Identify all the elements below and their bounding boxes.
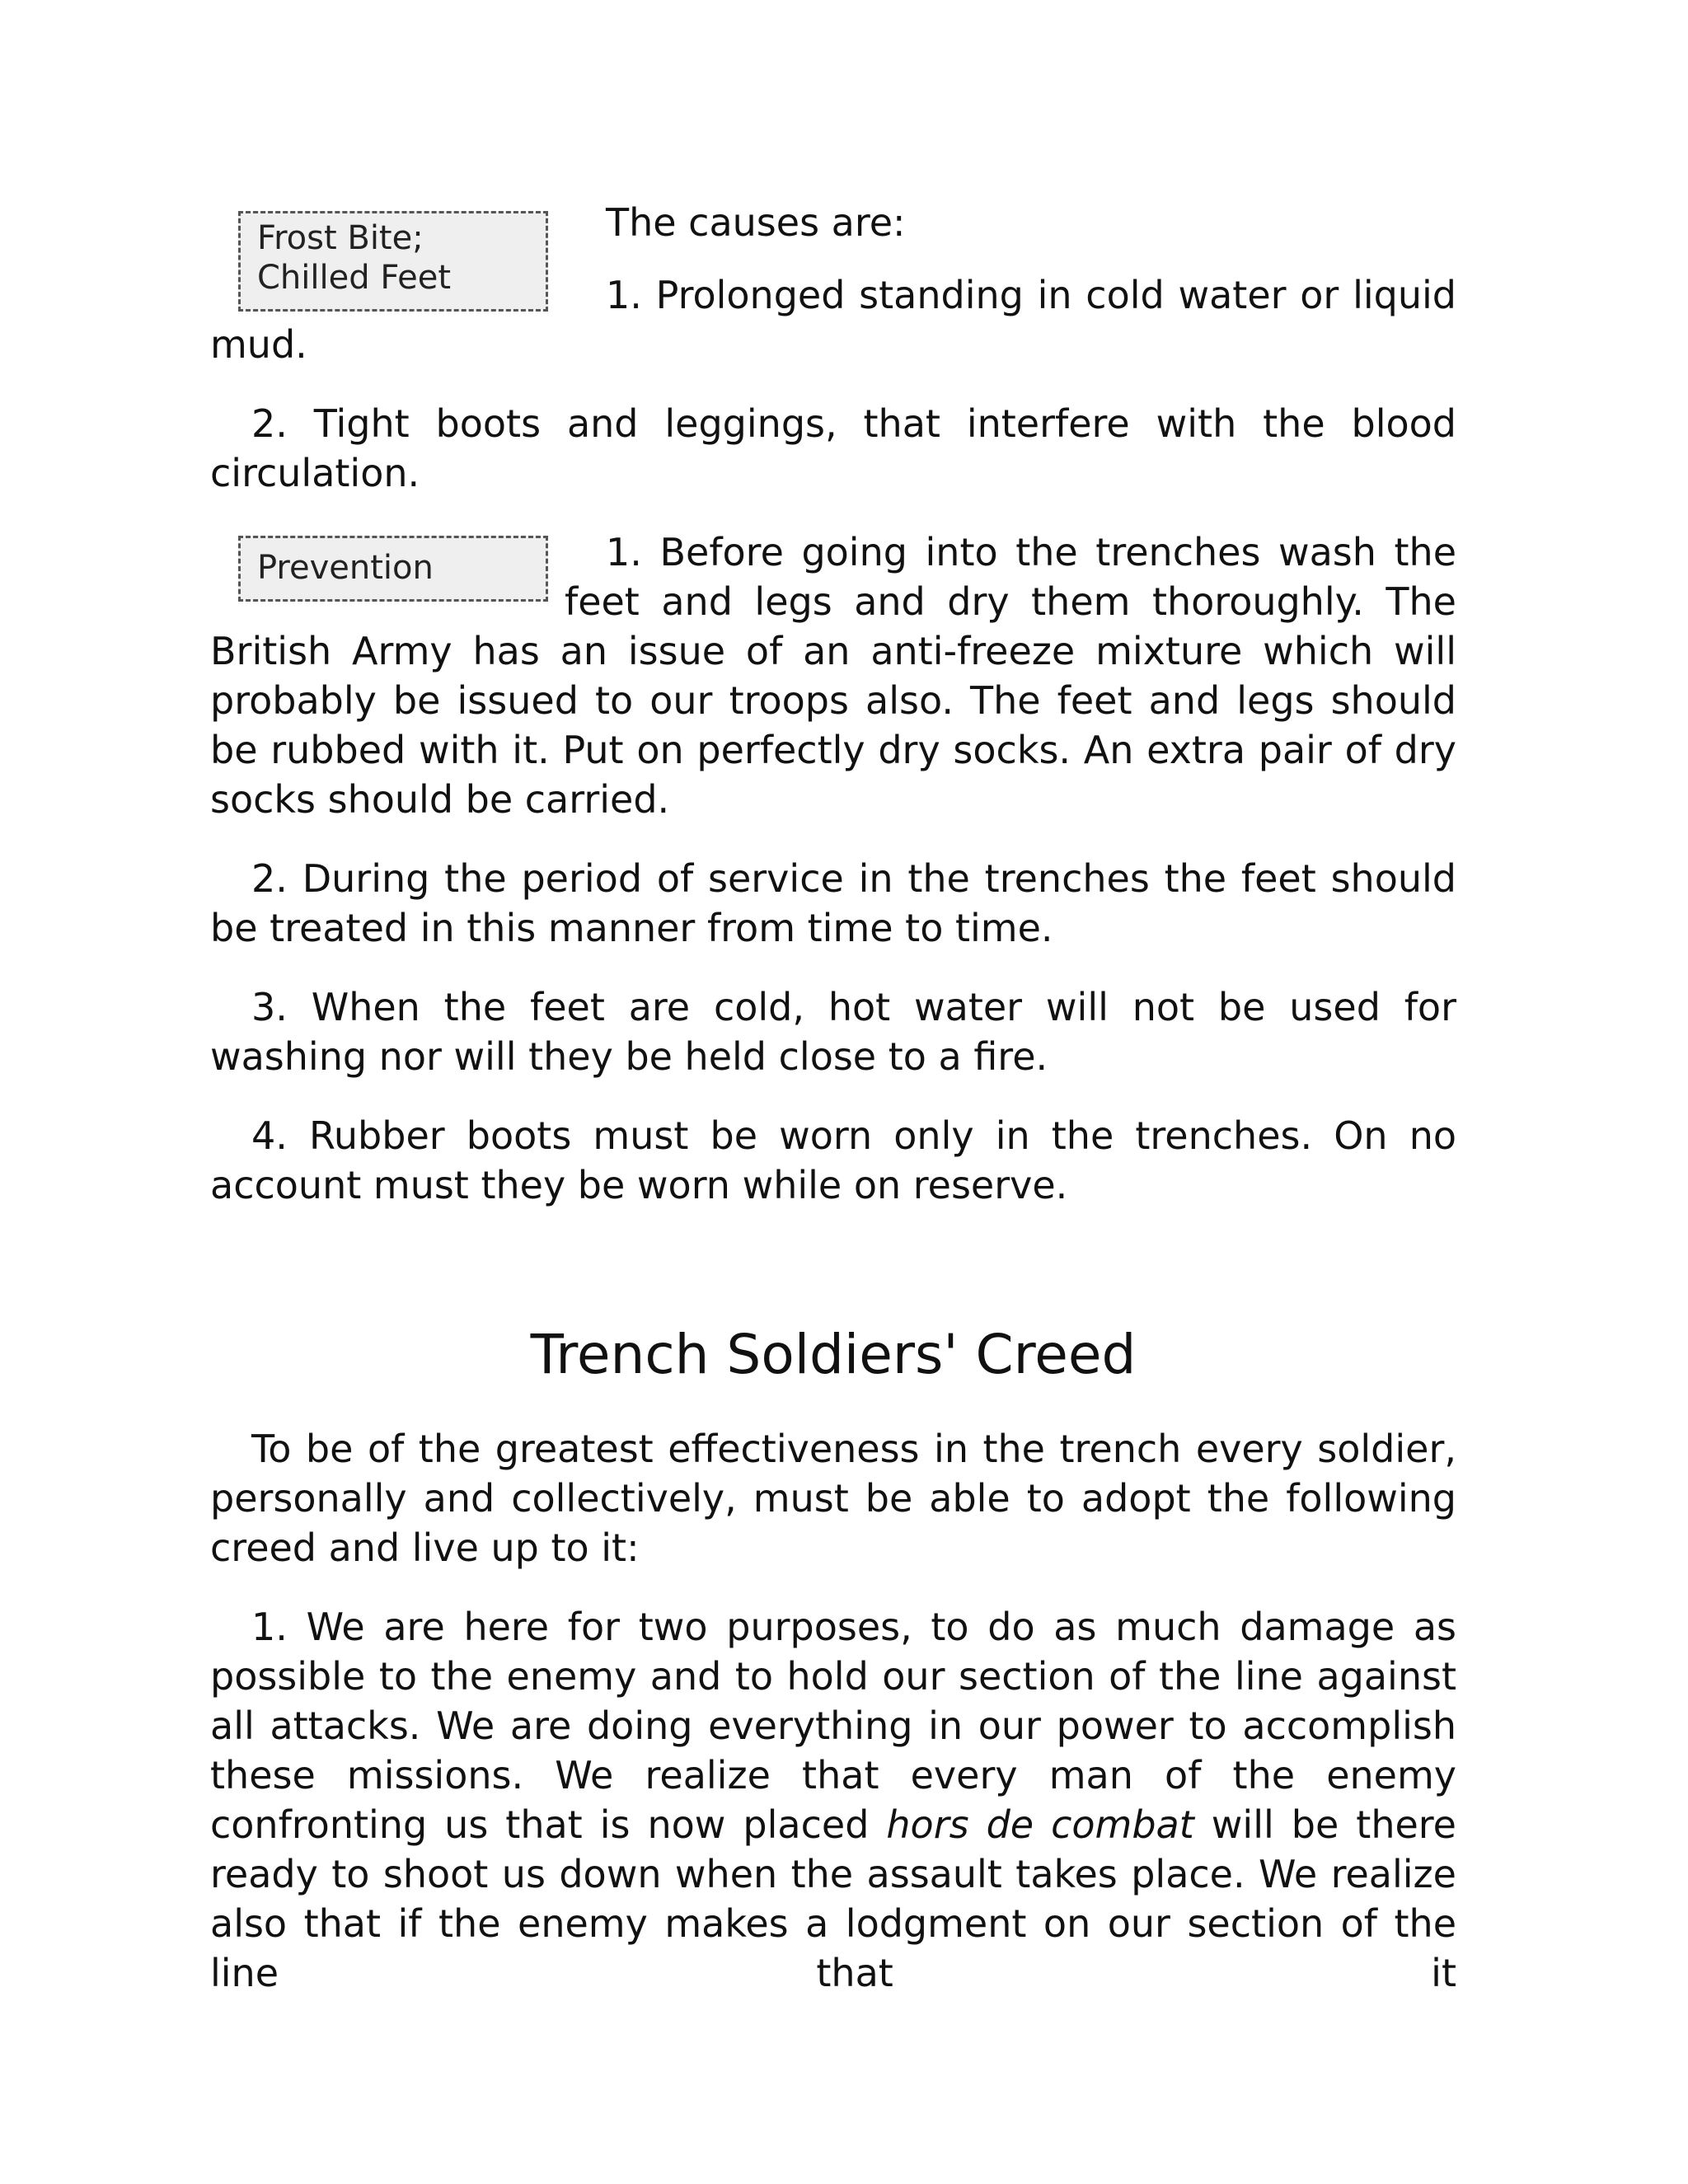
- cause-1: 1. Prolonged standing in cold water or liquid mud.: [210, 273, 1456, 367]
- prevention-2: 2. During the period of service in the trenches the feet should be treated in this manner from time to time.: [210, 856, 1456, 950]
- prevention-4: 4. Rubber boots must be worn only in the trenches. On no account must they be worn while on reserve.: [210, 1113, 1456, 1207]
- prevention-3: 3. When the feet are cold, hot water will not be used for washing nor will they be held close to a fire.: [210, 985, 1456, 1079]
- cause-2: 2. Tight boots and leggings, that interfere with the blood circulation.: [210, 401, 1456, 495]
- document-page: [210, 198, 1456, 2027]
- creed-intro: To be of the greatest effectiveness in the trench every soldier, personally and collectively, must be able to adopt the following creed and live up to it:: [210, 1427, 1456, 1570]
- prevention-1: 1. Before going into the trenches wash the feet and legs and dry them thoroughly. The British Army has an issue of an anti-freeze mixture which will probably be issued to our troops also. The feet and legs should be rubbed with it. Put on perfectly dry socks. An extra pair of dry socks should be carried.: [210, 530, 1456, 822]
- section-title: Trench Soldiers' Creed: [530, 1323, 1137, 1386]
- section-gap: [210, 1240, 1456, 1322]
- creed-item-1-text-b: will be there ready to shoot us down when the assault takes place. We realize also that if the enemy makes a lodgment on our section of the line that it: [210, 1802, 1456, 1995]
- sidenote-prevention: Prevention: [238, 536, 548, 602]
- creed-item-1: [210, 1602, 1456, 1998]
- creed-item-1-italic: hors de combat: [886, 1802, 1194, 1847]
- causes-intro: The causes are:: [606, 200, 906, 245]
- creed-item-1-text-a: 1. We are here for two purposes, to do as much damage as possible to the enemy and to hold our section of the line against all attacks. We are doing everything in our power to accomplish these missions. We realize that every man of the enemy confronting us that is now placed: [210, 1605, 1456, 1847]
- sidenote-frostbite: Frost Bite; Chilled Feet: [238, 211, 548, 312]
